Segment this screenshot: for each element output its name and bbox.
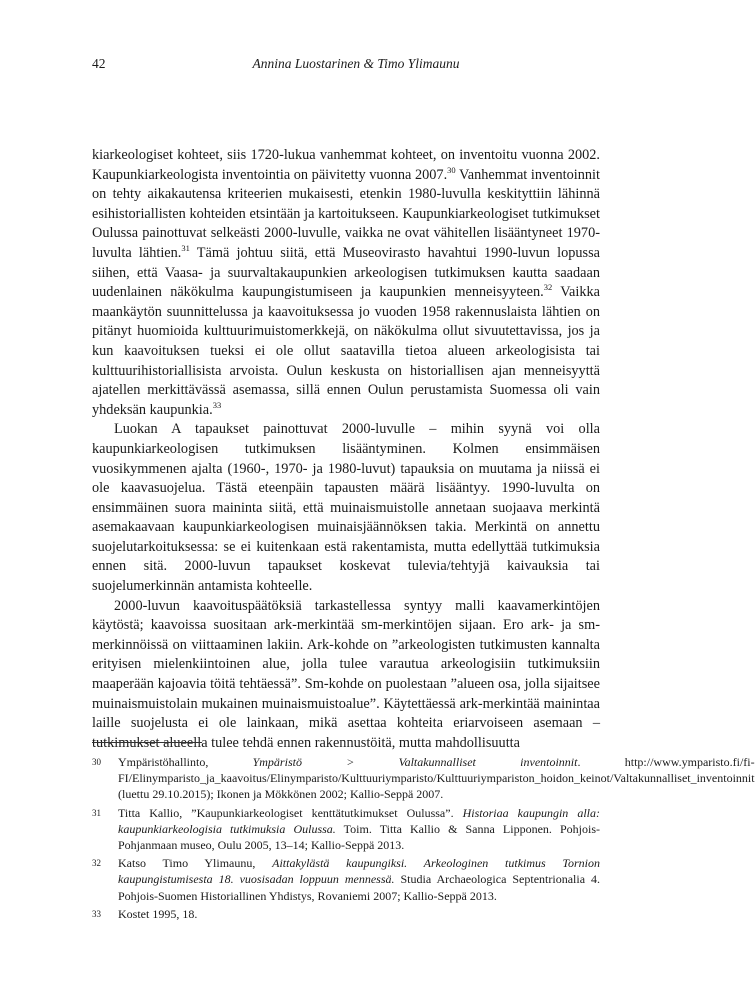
footnote-title: Aittakylästä kaupungiksi. Arkeologinen tutkimus Tornion kaupungistumisesta 18. vuosisadan loppuun mennessä. [118, 856, 601, 887]
footnote-segment: Studia Archaeologica Septentrionalia 4. Pohjois-Suomen Historiallinen Yhdistys, Rovaniemi 2007; Kallio-Seppä 2013. [118, 872, 600, 903]
footnote-segment: Katso Timo Ylimaunu, [118, 856, 273, 871]
paragraph [92, 146, 600, 420]
paragraph-text: Luokan A tapaukset painottuvat 2000-luvulle – mihin syynä voi olla kaupunkiarkeologisen tutkimuksen lisääntyminen. Kolmen ensimmäisen vuosikymmenen ajalta (1960-, 1970- ja 1980-luvut) tapauksia on muutama ja niissä ei ole kaavasuojelua. Tästä eteenpäin tapausten määrä lisääntyy. 1990-luvulta on ensimmäinen suora maininta siitä, että muinaismuistolle annetaan suojaava merkintä asemakaavaan kaupunkiarkeologisen muinaisjäännöksen takia. Merkintä on annettu suojelutarkoituksessa: se ei kuitenkaan estä rakentamista, mutta edellyttää tutkimuksia ennen sitä. 2000-luvun tapaukset koskevat tulevia/tehtyjä kaivauksia tai suojelumerkinnän antamista kohteelle. [92, 421, 600, 595]
footnote-ref[interactable]: 33 [212, 399, 222, 410]
footnote-number: 31 [92, 807, 101, 818]
paragraph [92, 420, 600, 596]
footnote-number: 30 [92, 757, 101, 767]
footnote-segment: . http://www.ymparisto.fi/fi-FI/Elinymparisto_ja_kaavoitus/Elinymparisto/Kulttuuriymparisto/Kulttuuriympariston_hoidon_keinot/Valtakunnalliset_inventoinnit (luettu 29.10.2015); Ikonen ja Mökkönen 2002; Kallio-Seppä 2007. [118, 755, 755, 802]
paragraph-text: 2000-luvun kaavoituspäätöksiä tarkastellessa syntyy malli kaavamerkintöjen käytöstä; kaavoissa suositaan ark-merkintää sm-merkintöjen sijaan. Ero ark- ja sm-merkinnöissä on viittaaminen lakiin. Ark-kohde on ”arkeologisten tutkimusten kannalta erityisen mielenkiintoinen alue, jolla tulee varautua arkeologisiin tutkimuksiin maaperään kajoavia töitä tehtäessä”. Sm-kohde on puolestaan ”alueen osa, jolla sijaitsee muinaismuistolain mukainen muinaismuistoalue”. Käytettäessä ark-merkintää mainintaa laille suojelusta ei ole lainkaan, mikä asettaa kohteita eriarvoiseen asemaan – tutkimukset alueella tulee tehdä ennen rakennustöitä, mutta mahdollisuutta [92, 597, 600, 751]
footnote [92, 805, 600, 854]
footnote-text [118, 855, 600, 904]
footnote-ref[interactable]: 30 [447, 164, 456, 175]
footnotes [92, 754, 755, 924]
footnote-number: 32 [92, 858, 101, 869]
footnote-ref[interactable]: 31 [181, 243, 190, 254]
page-number: 42 [92, 56, 106, 71]
footnote [92, 754, 755, 803]
footnote-ref[interactable]: 32 [543, 282, 553, 293]
page-header [92, 56, 600, 76]
paragraph-text: Vaikka maankäytön suunnittelussa ja kaavoituksessa jo vuoden 1958 rakennuslaista lähtien on pitänyt huomioida kulttuurimuistomerkkejä, on näkökulma ollut sivuutettavissa, jos ja kun kaavoituksen tueksi ei ole ollut saatavilla tietoa alueen arkeologisista tai kulttuurihistoriallisista arvoista. Oulun keskusta on historiallisen ajan menneisyyttä ajatellen merkittävässä asemassa, sillä ennen Oulun perustamista Suomessa oli vain yhdeksän kaupunkia. [92, 284, 600, 418]
footnote-title: Ympäristö > Valtakunnalliset inventoinnit [252, 755, 578, 769]
footnote-text [118, 906, 600, 922]
footnote-separator [92, 742, 202, 743]
paragraph-text: kiarkeologiset kohteet, siis 1720-lukua vanhemmat kohteet, on inventoitu vuonna 2002. Kaupunkiarkeologista inventointia on päivitetty vuonna 2007. [92, 147, 600, 183]
paragraph-text: Vanhemmat inventoinnit on tehty aikakautensa kriteerien mukaisesti, etenkin 1980-luvulla keskityttiin lähinnä esihistoriallisten kohteiden etsintään ja kartoitukseen. Kaupunkiarkeologiset tutkimukset Oulussa painottuvat selkeästi 2000-luvulle, vaikka ne ovat vähitellen lisääntyneet 1970-luvulta lähtien. [92, 166, 600, 261]
footnote-text [118, 805, 600, 854]
paragraph-text: Tämä johtuu siitä, että Museovirasto havahtui 1990-luvun lopussa siihen, että Vaasa- ja suurvaltakaupunkien arkeologisen tutkimuksen kautta saadaan uudenlainen näkökulma kaupungistumiseen ja kaupunkien menneisyyteen. [92, 244, 601, 301]
footnote-segment: Kostet 1995, 18. [118, 906, 198, 921]
body-text [92, 146, 600, 753]
running-title: Annina Luostarinen & Timo Ylimaunu [252, 56, 460, 71]
footnote [92, 855, 600, 904]
footnote-segment: Ympäristöhallinto, [118, 755, 253, 769]
footnote [92, 906, 600, 922]
paragraph [92, 597, 600, 754]
footnote-number: 33 [92, 908, 101, 919]
footnote-segment: Titta Kallio, ”Kaupunkiarkeologiset kenttätutkimukset Oulussa”. [118, 805, 463, 820]
footnote-segment: Toim. Titta Kallio & Sanna Lipponen. Pohjois-Pohjanmaan museo, Oulu 2005, 13–14; Kallio-Seppä 2013. [118, 821, 600, 853]
footnote-text [118, 754, 755, 803]
footnote-title: Historiaa kaupungin alla: kaupunkiarkeologisia tutkimuksia Oulussa. [118, 805, 600, 836]
